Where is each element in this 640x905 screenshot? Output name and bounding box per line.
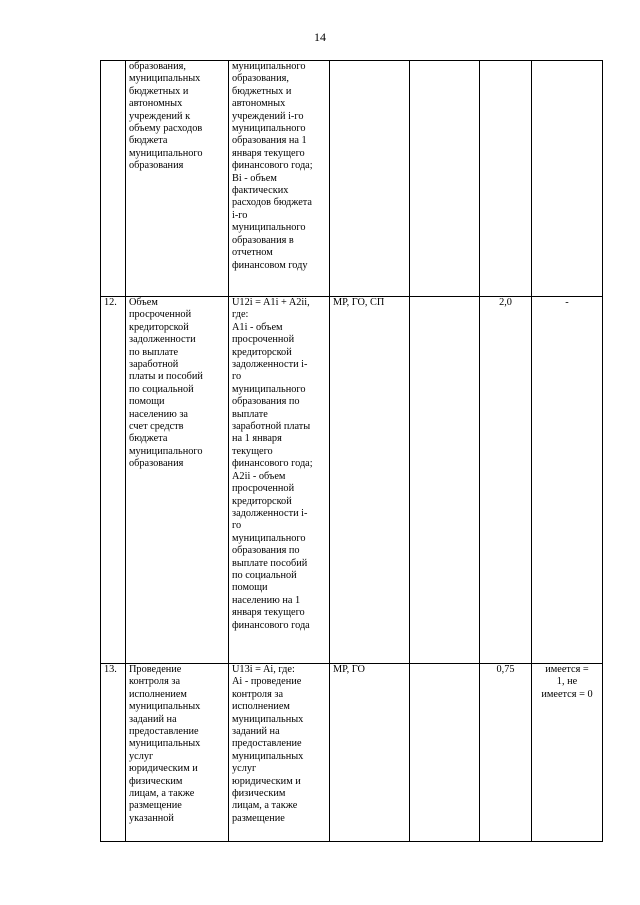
page-number: 14 (314, 30, 326, 44)
formula-cell-line: задолженности i- (232, 507, 308, 519)
weight-cell: 0,75 (480, 664, 532, 842)
indicator-name-cell-line: муниципального (129, 445, 203, 457)
formula-cell-line: учреждений i-го (232, 110, 304, 122)
formula-cell-line: расходов бюджета (232, 197, 312, 209)
indicator-name-cell-line: автономных (129, 98, 183, 110)
formula-cell-line: где: (232, 309, 249, 321)
score-cell-line: 1, не (556, 676, 578, 688)
formula-cell-line: образования на 1 (232, 135, 307, 147)
indicator-name-cell-line: физическим (129, 775, 183, 787)
formula-cell-line: выплате (232, 408, 268, 420)
weight-cell: 2,0 (480, 297, 532, 664)
formula-cell-line: муниципального (232, 532, 306, 544)
table-row (101, 664, 603, 842)
score-cell (532, 61, 603, 297)
weight-cell (480, 61, 532, 297)
formula-cell-line: финансового года; (232, 160, 313, 172)
formula-cell-line: муниципальных (232, 750, 304, 762)
formula-cell-line: финансовом году (232, 259, 308, 271)
indicator-name-cell-line: Проведение (129, 664, 182, 675)
empty-cell (410, 297, 480, 664)
municipality-type-cell: МР, ГО, СП (330, 297, 410, 664)
formula-cell-line: физическим (232, 788, 286, 800)
indicator-name-cell-line: образования (129, 458, 184, 470)
row-number-cell: 13. (101, 664, 126, 842)
table-row (101, 297, 603, 664)
indicator-name-cell-line: бюджета (129, 433, 168, 445)
score-cell-line: имеется = 0 (541, 688, 593, 700)
formula-cell (229, 61, 330, 297)
indicator-name-cell-line: по выплате (129, 346, 179, 358)
formula-cell-line: отчетном (232, 247, 273, 259)
formula-cell-line: января текущего (232, 607, 305, 619)
empty-cell (410, 61, 480, 297)
municipality-type-cell (330, 61, 410, 297)
formula-cell-line: муниципального (232, 123, 306, 135)
indicator-name-cell-line: образования (129, 160, 184, 172)
formula-cell-line: кредиторской (232, 495, 292, 507)
table-row (101, 61, 603, 297)
formula-cell (229, 664, 330, 842)
formula-cell-line: текущего (232, 445, 273, 457)
formula-cell-line: A2ii - объем (232, 470, 286, 482)
formula-cell-line: A1i - объем (232, 321, 283, 333)
formula-cell-line: просроченной (232, 483, 295, 495)
formula-cell-line: муниципального (232, 61, 306, 72)
indicator-name-cell-line: Объем (129, 297, 158, 308)
formula-cell-line: образования по (232, 545, 300, 557)
indicator-name-cell-line: счет средств (129, 421, 184, 433)
formula-cell-line: образования в (232, 234, 294, 246)
indicator-name-cell-line: заработной (129, 359, 179, 371)
indicator-name-cell-line: указанной (129, 812, 174, 824)
formula-cell-line: просроченной (232, 334, 295, 346)
formula-cell-line: финансового года (232, 619, 310, 631)
indicator-name-cell-line: юридическим и (129, 763, 198, 775)
indicator-name-cell-line: населению за (129, 408, 188, 420)
formula-cell-line: муниципального (232, 222, 306, 234)
formula-cell-line: Bi - объем (232, 172, 277, 184)
indicator-name-cell-line: платы и пособий (129, 371, 203, 383)
formula-cell-line: i-го (232, 209, 248, 221)
indicator-name-cell-line: по социальной (129, 383, 194, 395)
indicator-name-cell (126, 664, 229, 842)
formula-cell-line: заработной платы (232, 421, 311, 433)
empty-cell (410, 664, 480, 842)
indicator-name-cell-line: исполнением (129, 688, 187, 700)
formula-cell-line: предоставление (232, 738, 302, 750)
row-number-cell: 12. (101, 297, 126, 664)
formula-cell-line: образования, (232, 73, 289, 85)
indicator-name-cell (126, 297, 229, 664)
formula-cell-line: исполнением (232, 701, 290, 713)
formula-cell-line: услуг (232, 763, 257, 775)
formula-cell-line: муниципальных (232, 713, 304, 725)
indicator-name-cell-line: помощи (129, 396, 165, 408)
indicator-name-cell-line: заданий на (129, 713, 177, 725)
score-cell-line: - (565, 297, 569, 308)
indicator-name-cell-line: бюджета (129, 135, 168, 147)
formula-cell-line: размещение (232, 812, 285, 824)
formula-cell-line: заданий на (232, 726, 280, 738)
formula-cell-line: U12i = A1i + A2ii, (232, 297, 310, 308)
formula-cell-line: Ai - проведение (232, 676, 302, 688)
formula-cell (229, 297, 330, 664)
row-number-cell (101, 61, 126, 297)
indicator-name-cell-line: учреждений к (129, 110, 191, 122)
formula-cell-line: бюджетных и (232, 85, 292, 97)
formula-cell-line: фактических (232, 185, 289, 197)
indicator-name-cell-line: кредиторской (129, 321, 189, 333)
indicator-name-cell-line: задолженности (129, 334, 196, 346)
formula-cell-line: муниципального (232, 383, 306, 395)
indicator-name-cell-line: муниципальных (129, 738, 201, 750)
indicator-name-cell-line: бюджетных и (129, 85, 189, 97)
formula-cell-line: кредиторской (232, 346, 292, 358)
formula-cell-line: юридическим и (232, 775, 301, 787)
formula-cell-line: выплате пособий (232, 557, 308, 569)
formula-cell-line: контроля за (232, 688, 284, 700)
formula-cell-line: финансового года; (232, 458, 313, 470)
score-cell-line: имеется = (545, 664, 589, 675)
municipality-type-cell: МР, ГО (330, 664, 410, 842)
formula-cell-line: задолженности i- (232, 359, 308, 371)
indicator-name-cell-line: предоставление (129, 726, 199, 738)
formula-cell-line: населению на 1 (232, 594, 301, 606)
indicator-name-cell-line: лицам, а также (129, 788, 195, 800)
indicator-name-cell-line: размещение (129, 800, 182, 812)
indicator-name-cell-line: муниципальных (129, 701, 201, 713)
formula-cell-line: помощи (232, 582, 268, 594)
indicator-name-cell-line: объему расходов (129, 123, 203, 135)
indicator-name-cell-line: муниципальных (129, 73, 201, 85)
formula-cell-line: января текущего (232, 147, 305, 159)
score-cell (532, 664, 603, 842)
indicator-name-cell-line: муниципального (129, 147, 203, 159)
score-cell (532, 297, 603, 664)
formula-cell-line: лицам, а также (232, 800, 298, 812)
formula-cell-line: образования по (232, 396, 300, 408)
formula-cell-line: U13i = Ai, где: (232, 664, 295, 675)
indicator-name-cell-line: услуг (129, 750, 154, 762)
indicator-name-cell-line: просроченной (129, 309, 192, 321)
formula-cell-line: го (232, 520, 242, 532)
formula-cell-line: по социальной (232, 569, 297, 581)
indicator-name-cell-line: образования, (129, 61, 186, 72)
formula-cell-line: на 1 января (232, 433, 282, 445)
formula-cell-line: автономных (232, 98, 286, 110)
indicator-name-cell (126, 61, 229, 297)
criteria-table (100, 60, 603, 842)
formula-cell-line: го (232, 371, 242, 383)
indicator-name-cell-line: контроля за (129, 676, 181, 688)
